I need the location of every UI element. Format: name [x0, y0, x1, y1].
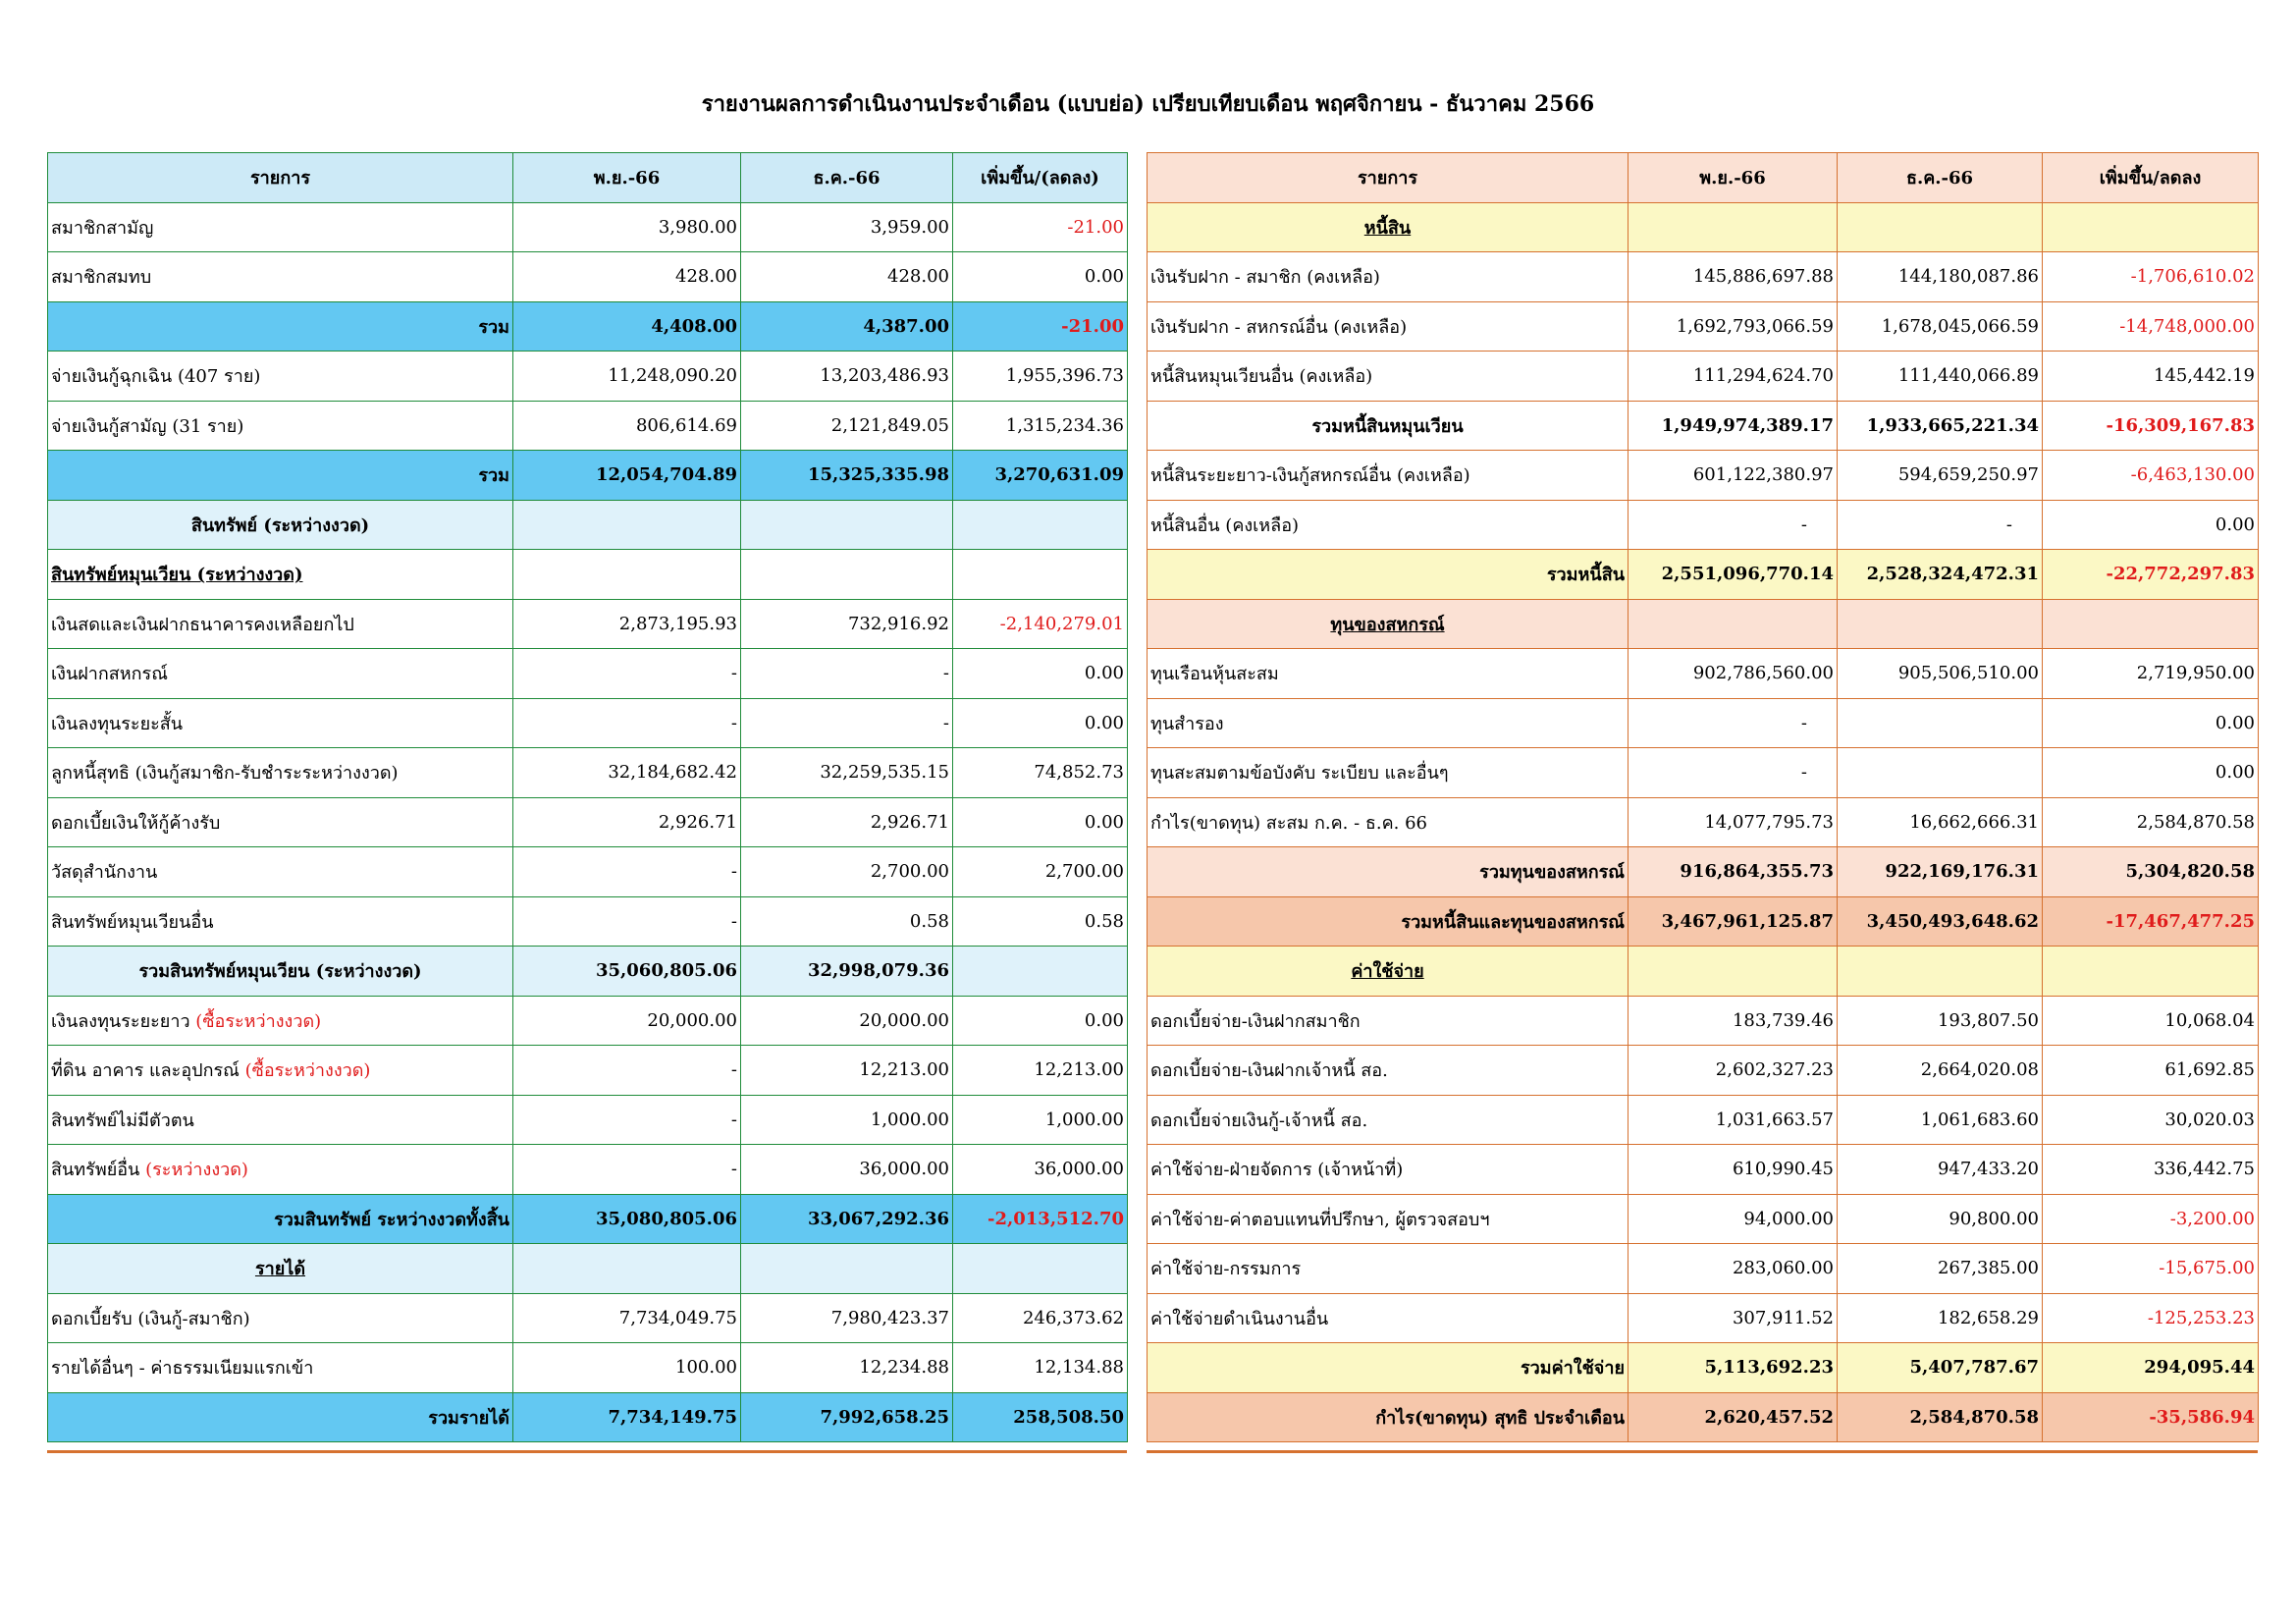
table-row — [48, 252, 1128, 302]
table-row — [48, 1343, 1128, 1393]
row-diff: 0.00 — [2043, 500, 2259, 550]
row-diff: 1,000.00 — [953, 1095, 1128, 1145]
total-label: รวมรายได้ — [48, 1392, 513, 1442]
total-dec: 2,528,324,472.31 — [1838, 550, 2043, 600]
row-nov: - — [1629, 698, 1838, 748]
row-dec: 267,385.00 — [1838, 1244, 2043, 1294]
row-dec: 2,700.00 — [741, 847, 953, 897]
row-nov: 20,000.00 — [513, 996, 741, 1046]
row-diff: 0.00 — [953, 797, 1128, 847]
total-label: รวม — [48, 301, 513, 352]
row-nov: 145,886,697.88 — [1629, 252, 1838, 302]
row-diff: -6,463,130.00 — [2043, 451, 2259, 501]
table-row — [1148, 996, 2259, 1046]
row-diff: 2,584,870.58 — [2043, 797, 2259, 847]
row-nov: - — [1629, 500, 1838, 550]
table-row — [48, 599, 1128, 649]
table-row — [48, 1095, 1128, 1145]
row-diff: 2,719,950.00 — [2043, 649, 2259, 699]
row-label: ค่าใช้จ่าย-ค่าตอบแทนที่ปรึกษา, ผู้ตรวจสอบฯ — [1148, 1194, 1629, 1244]
row-dec: 594,659,250.97 — [1838, 451, 2043, 501]
total-row — [1148, 896, 2259, 947]
subtotal-diff: -16,309,167.83 — [2043, 401, 2259, 451]
subtotal-dec: 32,998,079.36 — [741, 947, 953, 997]
row-label: จ่ายเงินกู้สามัญ (31 ราย) — [48, 401, 513, 451]
table-row — [48, 847, 1128, 897]
row-label: ดอกเบี้ยเงินให้กู้ค้างรับ — [48, 797, 513, 847]
section-heading-assets: สินทรัพย์ (ระหว่างงวด) — [48, 500, 513, 550]
row-nov: 1,692,793,066.59 — [1629, 301, 1838, 352]
table-row — [1148, 1046, 2259, 1096]
row-label: ทุนเรือนหุ้นสะสม — [1148, 649, 1629, 699]
total-diff: -21.00 — [953, 301, 1128, 352]
total-nov: 12,054,704.89 — [513, 451, 741, 501]
total-row — [48, 1194, 1128, 1244]
row-dec — [1838, 698, 2043, 748]
row-label: สินทรัพย์หมุนเวียนอื่น — [48, 896, 513, 947]
total-row — [48, 301, 1128, 352]
total-dec: 4,387.00 — [741, 301, 953, 352]
row-nov: 2,602,327.23 — [1629, 1046, 1838, 1096]
row-nov: 2,873,195.93 — [513, 599, 741, 649]
header-diff: เพิ่มขึ้น/ลดลง — [2043, 153, 2259, 203]
row-diff: -2,140,279.01 — [953, 599, 1128, 649]
table-row — [48, 996, 1128, 1046]
row-dec: 36,000.00 — [741, 1145, 953, 1195]
row-label: ดอกเบี้ยรับ (เงินกู้-สมาชิก) — [48, 1293, 513, 1343]
row-dec: 12,213.00 — [741, 1046, 953, 1096]
header-nov: พ.ย.-66 — [1629, 153, 1838, 203]
row-dec: 182,658.29 — [1838, 1293, 2043, 1343]
row-dec: 90,800.00 — [1838, 1194, 2043, 1244]
total-row — [48, 1392, 1128, 1442]
total-label: รวมหนี้สินและทุนของสหกรณ์ — [1148, 896, 1629, 947]
row-dec: 16,662,666.31 — [1838, 797, 2043, 847]
subtotal-nov: 35,060,805.06 — [513, 947, 741, 997]
row-nov: 601,122,380.97 — [1629, 451, 1838, 501]
total-diff: -35,586.94 — [2043, 1392, 2259, 1442]
row-dec: 2,926.71 — [741, 797, 953, 847]
row-diff: -15,675.00 — [2043, 1244, 2259, 1294]
table-row — [1148, 1145, 2259, 1195]
table-row — [1148, 352, 2259, 402]
row-dec: 12,234.88 — [741, 1343, 953, 1393]
table-row — [1148, 649, 2259, 699]
left-header-row — [48, 153, 1128, 203]
table-row — [1148, 748, 2259, 798]
total-row — [1148, 550, 2259, 600]
right-header-row — [1148, 153, 2259, 203]
total-label: กำไร(ขาดทุน) สุทธิ ประจำเดือน — [1148, 1392, 1629, 1442]
row-dec — [1838, 748, 2043, 798]
row-nov: 902,786,560.00 — [1629, 649, 1838, 699]
header-dec: ธ.ค.-66 — [1838, 153, 2043, 203]
row-label: ค่าใช้จ่ายดำเนินงานอื่น — [1148, 1293, 1629, 1343]
subtotal-label: รวมสินทรัพย์หมุนเวียน (ระหว่างงวด) — [48, 947, 513, 997]
section-heading-row — [1148, 947, 2259, 997]
row-nov: 14,077,795.73 — [1629, 797, 1838, 847]
row-dec: 7,980,423.37 — [741, 1293, 953, 1343]
header-item: รายการ — [1148, 153, 1629, 203]
row-diff: 145,442.19 — [2043, 352, 2259, 402]
total-dec: 5,407,787.67 — [1838, 1343, 2043, 1393]
table-row — [1148, 797, 2259, 847]
total-label: รวมค่าใช้จ่าย — [1148, 1343, 1629, 1393]
row-diff: 10,068.04 — [2043, 996, 2259, 1046]
row-label: เงินลงทุนระยะสั้น — [48, 698, 513, 748]
row-dec: 3,959.00 — [741, 202, 953, 252]
table-row — [1148, 1095, 2259, 1145]
row-nov: - — [513, 1095, 741, 1145]
row-label: วัสดุสำนักงาน — [48, 847, 513, 897]
total-diff: 258,508.50 — [953, 1392, 1128, 1442]
row-nov: 806,614.69 — [513, 401, 741, 451]
table-row — [48, 1046, 1128, 1096]
row-dec: 1,061,683.60 — [1838, 1095, 2043, 1145]
total-nov: 2,620,457.52 — [1629, 1392, 1838, 1442]
row-dec: 20,000.00 — [741, 996, 953, 1046]
right-report-table — [1147, 152, 2259, 1442]
row-dec: 732,916.92 — [741, 599, 953, 649]
row-label: ลูกหนี้สุทธิ (เงินกู้สมาชิก-รับชำระระหว่างงวด) — [48, 748, 513, 798]
row-nov: 7,734,049.75 — [513, 1293, 741, 1343]
row-diff: -1,706,610.02 — [2043, 252, 2259, 302]
total-dec: 922,169,176.31 — [1838, 847, 2043, 897]
section-heading-liabilities: หนี้สิน — [1148, 202, 1629, 252]
row-label: สมาชิกสามัญ — [48, 202, 513, 252]
row-label: เงินรับฝาก - สมาชิก (คงเหลือ) — [1148, 252, 1629, 302]
row-dec: 111,440,066.89 — [1838, 352, 2043, 402]
total-diff: -22,772,297.83 — [2043, 550, 2259, 600]
section-heading-income: รายได้ — [48, 1244, 513, 1294]
total-diff: -2,013,512.70 — [953, 1194, 1128, 1244]
row-dec: 144,180,087.86 — [1838, 252, 2043, 302]
header-nov: พ.ย.-66 — [513, 153, 741, 203]
row-dec: 1,678,045,066.59 — [1838, 301, 2043, 352]
row-nov: - — [513, 1145, 741, 1195]
table-row — [48, 896, 1128, 947]
row-nov: 610,990.45 — [1629, 1145, 1838, 1195]
row-nov: - — [513, 896, 741, 947]
table-row — [48, 698, 1128, 748]
total-nov: 3,467,961,125.87 — [1629, 896, 1838, 947]
row-diff: 30,020.03 — [2043, 1095, 2259, 1145]
row-nov: 111,294,624.70 — [1629, 352, 1838, 402]
table-row — [1148, 252, 2259, 302]
row-nov: 307,911.52 — [1629, 1293, 1838, 1343]
total-diff: -17,467,477.25 — [2043, 896, 2259, 947]
row-dec: 428.00 — [741, 252, 953, 302]
row-nov: 2,926.71 — [513, 797, 741, 847]
row-label: ที่ดิน อาคาร และอุปกรณ์ (ซื้อระหว่างงวด) — [48, 1046, 513, 1096]
row-dec: 947,433.20 — [1838, 1145, 2043, 1195]
row-label: เงินลงทุนระยะยาว (ซื้อระหว่างงวด) — [48, 996, 513, 1046]
row-nov: 3,980.00 — [513, 202, 741, 252]
total-nov: 4,408.00 — [513, 301, 741, 352]
total-label: รวมทุนของสหกรณ์ — [1148, 847, 1629, 897]
total-nov: 7,734,149.75 — [513, 1392, 741, 1442]
section-heading-expenses: ค่าใช้จ่าย — [1148, 947, 1629, 997]
section-heading-row — [1148, 599, 2259, 649]
row-dec: - — [1838, 500, 2043, 550]
total-nov: 2,551,096,770.14 — [1629, 550, 1838, 600]
row-label: ทุนสะสมตามข้อบังคับ ระเบียบ และอื่นๆ — [1148, 748, 1629, 798]
row-label: กำไร(ขาดทุน) สะสม ก.ค. - ธ.ค. 66 — [1148, 797, 1629, 847]
row-nov: - — [513, 847, 741, 897]
table-row — [1148, 301, 2259, 352]
total-label: รวมสินทรัพย์ ระหว่างงวดทั้งสิ้น — [48, 1194, 513, 1244]
table-row — [48, 401, 1128, 451]
row-nov: - — [513, 1046, 741, 1096]
row-diff: -21.00 — [953, 202, 1128, 252]
header-dec: ธ.ค.-66 — [741, 153, 953, 203]
total-nov: 5,113,692.23 — [1629, 1343, 1838, 1393]
total-dec: 15,325,335.98 — [741, 451, 953, 501]
subtotal-row — [1148, 401, 2259, 451]
row-nov: 183,739.46 — [1629, 996, 1838, 1046]
section-heading-row — [48, 1244, 1128, 1294]
row-diff: 0.00 — [2043, 698, 2259, 748]
subtotal-nov: 1,949,974,389.17 — [1629, 401, 1838, 451]
row-diff: 246,373.62 — [953, 1293, 1128, 1343]
row-diff: 61,692.85 — [2043, 1046, 2259, 1096]
total-dec: 33,067,292.36 — [741, 1194, 953, 1244]
total-label: รวมหนี้สิน — [1148, 550, 1629, 600]
row-nov: - — [513, 698, 741, 748]
table-row — [1148, 1293, 2259, 1343]
row-diff: -3,200.00 — [2043, 1194, 2259, 1244]
row-label: เงินรับฝาก - สหกรณ์อื่น (คงเหลือ) — [1148, 301, 1629, 352]
row-dec: 905,506,510.00 — [1838, 649, 2043, 699]
total-diff: 3,270,631.09 — [953, 451, 1128, 501]
row-label: ค่าใช้จ่าย-ฝ่ายจัดการ (เจ้าหน้าที่) — [1148, 1145, 1629, 1195]
row-label: สินทรัพย์ไม่มีตัวตน — [48, 1095, 513, 1145]
row-diff: 1,315,234.36 — [953, 401, 1128, 451]
subtotal-label: รวมหนี้สินหมุนเวียน — [1148, 401, 1629, 451]
table-row — [48, 352, 1128, 402]
table-row — [48, 748, 1128, 798]
row-nov: 94,000.00 — [1629, 1194, 1838, 1244]
row-dec: 193,807.50 — [1838, 996, 2043, 1046]
row-diff: 0.00 — [953, 252, 1128, 302]
section-heading-row — [48, 550, 1128, 600]
row-label: สมาชิกสมทบ — [48, 252, 513, 302]
row-label: จ่ายเงินกู้ฉุกเฉิน (407 ราย) — [48, 352, 513, 402]
section-heading-row — [1148, 202, 2259, 252]
row-diff: 74,852.73 — [953, 748, 1128, 798]
section-heading-equity: ทุนของสหกรณ์ — [1148, 599, 1629, 649]
row-nov: - — [513, 649, 741, 699]
row-dec: 2,121,849.05 — [741, 401, 953, 451]
right-table-bottom-divider — [1147, 1450, 2258, 1453]
subtotal-diff — [953, 947, 1128, 997]
row-label: ดอกเบี้ยจ่าย-เงินฝากสมาชิก — [1148, 996, 1629, 1046]
left-report-table — [47, 152, 1128, 1442]
row-nov: 100.00 — [513, 1343, 741, 1393]
subtotal-row — [48, 947, 1128, 997]
row-nov: 1,031,663.57 — [1629, 1095, 1838, 1145]
row-label: หนี้สินหมุนเวียนอื่น (คงเหลือ) — [1148, 352, 1629, 402]
total-nov: 916,864,355.73 — [1629, 847, 1838, 897]
row-label: ดอกเบี้ยจ่ายเงินกู้-เจ้าหนี้ สอ. — [1148, 1095, 1629, 1145]
left-table-bottom-divider — [47, 1450, 1127, 1453]
row-dec: - — [741, 698, 953, 748]
row-diff: 336,442.75 — [2043, 1145, 2259, 1195]
row-diff: 0.00 — [953, 649, 1128, 699]
row-dec: 1,000.00 — [741, 1095, 953, 1145]
table-row — [1148, 698, 2259, 748]
row-nov: - — [1629, 748, 1838, 798]
row-nov: 11,248,090.20 — [513, 352, 741, 402]
table-row — [1148, 500, 2259, 550]
header-item: รายการ — [48, 153, 513, 203]
row-dec: 2,664,020.08 — [1838, 1046, 2043, 1096]
row-diff: 1,955,396.73 — [953, 352, 1128, 402]
table-row — [1148, 1194, 2259, 1244]
row-nov: 428.00 — [513, 252, 741, 302]
header-diff: เพิ่มขึ้น/(ลดลง) — [953, 153, 1128, 203]
row-diff: -125,253.23 — [2043, 1293, 2259, 1343]
row-diff: 12,213.00 — [953, 1046, 1128, 1096]
row-diff: 36,000.00 — [953, 1145, 1128, 1195]
row-diff: 2,700.00 — [953, 847, 1128, 897]
row-label: ทุนสำรอง — [1148, 698, 1629, 748]
row-diff: 0.00 — [953, 996, 1128, 1046]
table-row — [48, 202, 1128, 252]
total-diff: 5,304,820.58 — [2043, 847, 2259, 897]
row-nov: 283,060.00 — [1629, 1244, 1838, 1294]
total-dec: 3,450,493,648.62 — [1838, 896, 2043, 947]
table-row — [48, 797, 1128, 847]
total-diff: 294,095.44 — [2043, 1343, 2259, 1393]
total-label: รวม — [48, 451, 513, 501]
row-dec: 0.58 — [741, 896, 953, 947]
table-row — [48, 1145, 1128, 1195]
total-dec: 7,992,658.25 — [741, 1392, 953, 1442]
row-label: หนี้สินอื่น (คงเหลือ) — [1148, 500, 1629, 550]
section-heading-current-assets: สินทรัพย์หมุนเวียน (ระหว่างงวด) — [48, 550, 513, 600]
table-row — [48, 1293, 1128, 1343]
total-nov: 35,080,805.06 — [513, 1194, 741, 1244]
total-row — [1148, 1343, 2259, 1393]
table-row — [1148, 451, 2259, 501]
row-diff: 0.00 — [2043, 748, 2259, 798]
total-row — [1148, 847, 2259, 897]
row-label: เงินสดและเงินฝากธนาคารคงเหลือยกไป — [48, 599, 513, 649]
row-diff: 12,134.88 — [953, 1343, 1128, 1393]
row-label: รายได้อื่นๆ - ค่าธรรมเนียมแรกเข้า — [48, 1343, 513, 1393]
row-diff: 0.58 — [953, 896, 1128, 947]
total-row — [1148, 1392, 2259, 1442]
subtotal-dec: 1,933,665,221.34 — [1838, 401, 2043, 451]
total-row — [48, 451, 1128, 501]
table-row — [1148, 1244, 2259, 1294]
row-dec: - — [741, 649, 953, 699]
row-label: เงินฝากสหกรณ์ — [48, 649, 513, 699]
row-label: ดอกเบี้ยจ่าย-เงินฝากเจ้าหนี้ สอ. — [1148, 1046, 1629, 1096]
row-nov: 32,184,682.42 — [513, 748, 741, 798]
row-dec: 32,259,535.15 — [741, 748, 953, 798]
report-title: รายงานผลการดำเนินงานประจำเดือน (แบบย่อ) เปรียบเทียบเดือน พฤศจิกายน - ธันวาคม 2566 — [701, 91, 1595, 117]
row-label: หนี้สินระยะยาว-เงินกู้สหกรณ์อื่น (คงเหลือ) — [1148, 451, 1629, 501]
table-row — [48, 649, 1128, 699]
row-label: สินทรัพย์อื่น (ระหว่างงวด) — [48, 1145, 513, 1195]
section-heading-row — [48, 500, 1128, 550]
row-diff: 0.00 — [953, 698, 1128, 748]
row-diff: -14,748,000.00 — [2043, 301, 2259, 352]
total-dec: 2,584,870.58 — [1838, 1392, 2043, 1442]
row-dec: 13,203,486.93 — [741, 352, 953, 402]
row-label: ค่าใช้จ่าย-กรรมการ — [1148, 1244, 1629, 1294]
